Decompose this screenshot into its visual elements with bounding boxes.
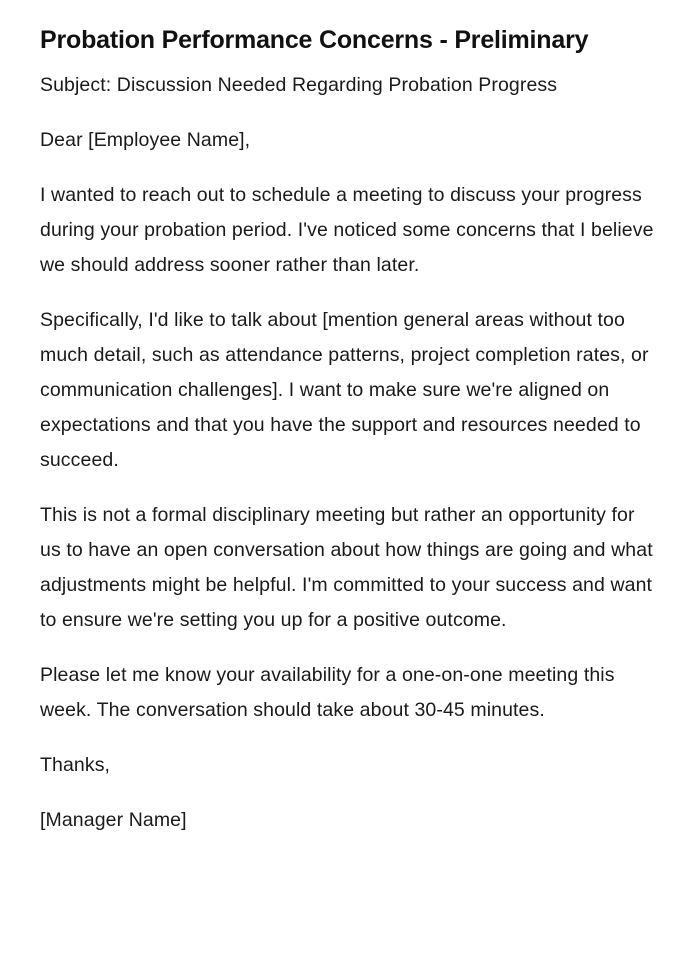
document-title: Probation Performance Concerns - Preliminary: [40, 26, 589, 54]
signature: [Manager Name]: [40, 809, 187, 831]
body-paragraph-1: I wanted to reach out to schedule a meeting to discuss your progress during your probation period. I've noticed some concerns that I believe we should address sooner rather than later.: [40, 184, 654, 276]
body-paragraph-3: This is not a formal disciplinary meeting but rather an opportunity for us to have an open conversation about how things are going and what adjustments might be helpful. I'm committed to your success and want to ensure we're setting you up for a positive outcome.: [40, 504, 653, 631]
subject-line: Subject: Discussion Needed Regarding Probation Progress: [40, 74, 558, 96]
body-paragraph-2: Specifically, I'd like to talk about [mention general areas without too much detail, such as attendance patterns, project completion rates, or communication challenges]. I want to make sure we're aligned on expectations and that you have the support and resources needed to succeed.: [40, 309, 649, 471]
closing: Thanks,: [40, 754, 111, 776]
body-paragraph-4: Please let me know your availability for a one-on-one meeting this week. The conversation should take about 30-45 minutes.: [40, 664, 615, 721]
greeting: Dear [Employee Name],: [40, 129, 251, 151]
